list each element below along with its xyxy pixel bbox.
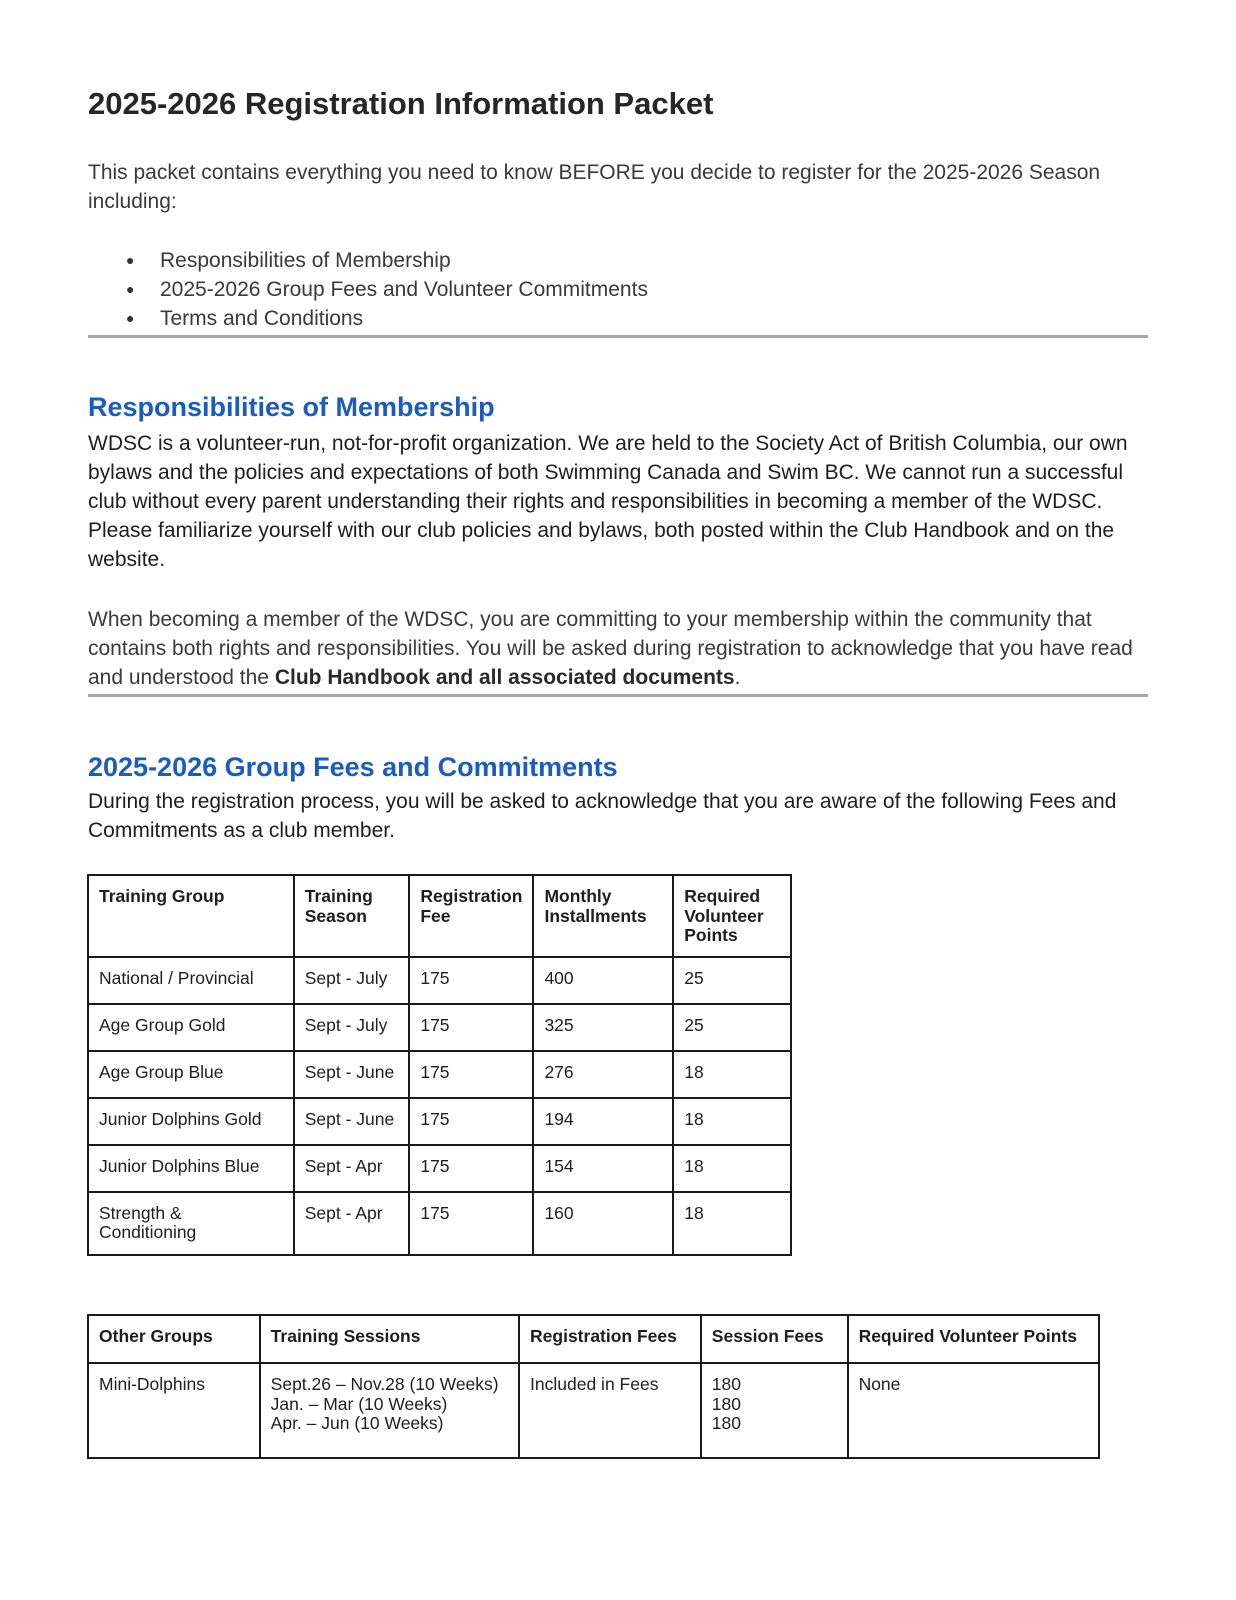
table-row	[88, 1004, 791, 1051]
sessions-cell	[260, 1363, 519, 1458]
session-fee-line: 180	[711, 1374, 741, 1394]
column-header: Other Groups	[88, 1315, 260, 1363]
table-cell: 175	[409, 1145, 533, 1192]
table-cell: 175	[409, 1098, 533, 1145]
other-groups-table	[87, 1314, 1100, 1459]
session-line: Apr. – Jun (10 Weeks)	[270, 1413, 444, 1433]
list-item-text: Responsibilities of Membership	[160, 249, 451, 272]
table-row	[88, 1192, 791, 1255]
contents-list	[88, 246, 1148, 333]
table-cell: 18	[673, 1051, 791, 1098]
table-cell: 160	[533, 1192, 673, 1255]
table-cell: Mini-Dolphins	[88, 1363, 260, 1458]
table-row	[88, 1098, 791, 1145]
table-cell: 25	[673, 957, 791, 1004]
table-cell: Sept - July	[294, 957, 410, 1004]
table-cell: Junior Dolphins Blue	[88, 1145, 294, 1192]
table-cell: 18	[673, 1145, 791, 1192]
fees-paragraph: During the registration process, you will be asked to acknowledge that you are aware of the following Fees and Commitments as a club member.	[88, 790, 1117, 842]
table-cell: Sept - June	[294, 1098, 410, 1145]
column-header: Training Season	[294, 875, 410, 957]
list-item	[88, 304, 1148, 333]
table-cell: 154	[533, 1145, 673, 1192]
table-cell: 325	[533, 1004, 673, 1051]
session-fee-line: 180	[711, 1413, 741, 1433]
bullet-icon: ●	[126, 252, 135, 268]
column-header: Monthly Installments	[533, 875, 673, 957]
table-cell: National / Provincial	[88, 957, 294, 1004]
table-cell: 18	[673, 1098, 791, 1145]
divider	[88, 335, 1148, 338]
table-cell: 175	[409, 957, 533, 1004]
responsibilities-paragraph: WDSC is a volunteer-run, not-for-profit organization. We are held to the Society Act of British Columbia, our own bylaws and the policies and expectations of both Swimming Canada and Swim BC. We cannot run a successful club without every parent understanding their rights and responsibilities in becoming a member of the WDSC. Please familiarize yourself with our club policies and bylaws, both posted within the Club Handbook and on the website.	[88, 432, 1128, 571]
membership-paragraph-text: When becoming a member of the WDSC, you are committing to your membership within the community that contains both rights and responsibilities. You will be asked during registration to acknowledge that you have read and understood the	[88, 608, 1133, 689]
page-title: 2025-2026 Registration Information Packet	[88, 86, 714, 121]
list-item-text: 2025-2026 Group Fees and Volunteer Commitments	[160, 278, 648, 301]
membership-paragraph-end: .	[734, 666, 741, 689]
column-header: Required Volunteer Points	[848, 1315, 1099, 1363]
table-cell: Sept - Apr	[294, 1145, 410, 1192]
table-header-row	[88, 875, 791, 957]
column-header: Training Group	[88, 875, 294, 957]
handbook-emphasis: Club Handbook and all associated documents	[274, 666, 735, 689]
table-row	[88, 957, 791, 1004]
session-line: Sept.26 – Nov.28 (10 Weeks)	[270, 1374, 499, 1394]
table-cell: 400	[533, 957, 673, 1004]
table-cell: None	[848, 1363, 1099, 1458]
column-header: Training Sessions	[260, 1315, 519, 1363]
list-item	[88, 275, 1148, 304]
bullet-icon: ●	[126, 281, 135, 297]
group-fees-table	[87, 874, 792, 1256]
bullet-icon: ●	[126, 310, 135, 326]
table-cell: 25	[673, 1004, 791, 1051]
session-line: Jan. – Mar (10 Weeks)	[270, 1393, 448, 1414]
table-row	[88, 1051, 791, 1098]
table-cell: 175	[409, 1051, 533, 1098]
table-cell: Sept - July	[294, 1004, 410, 1051]
table-header-row	[88, 1315, 1099, 1363]
table-row	[88, 1145, 791, 1192]
section-heading-responsibilities: Responsibilities of Membership	[88, 392, 495, 422]
table-cell: 175	[409, 1192, 533, 1255]
list-item	[88, 246, 1148, 275]
column-header: Registration Fee	[409, 875, 533, 957]
table-cell: Sept - June	[294, 1051, 410, 1098]
column-header: Session Fees	[701, 1315, 848, 1363]
divider	[88, 694, 1148, 697]
list-item-text: Terms and Conditions	[160, 307, 364, 330]
table-cell: Strength & Conditioning	[88, 1192, 294, 1255]
table-cell: 194	[533, 1098, 673, 1145]
membership-paragraph	[88, 605, 1153, 692]
table-row	[88, 1363, 1099, 1458]
table-cell: Included in Fees	[519, 1363, 701, 1458]
table-cell: 276	[533, 1051, 673, 1098]
table-cell: Age Group Gold	[88, 1004, 294, 1051]
table-cell: Sept - Apr	[294, 1192, 410, 1255]
intro-paragraph: This packet contains everything you need to know BEFORE you decide to register for the 2025-2026 Season including:	[88, 161, 1101, 213]
session-fees-cell	[701, 1363, 848, 1458]
table-cell: 18	[673, 1192, 791, 1255]
session-fee-line: 180	[711, 1393, 741, 1414]
section-heading-fees: 2025-2026 Group Fees and Commitments	[88, 752, 618, 782]
table-cell: 175	[409, 1004, 533, 1051]
column-header: Required Volunteer Points	[673, 875, 791, 957]
table-cell: Age Group Blue	[88, 1051, 294, 1098]
table-cell: Junior Dolphins Gold	[88, 1098, 294, 1145]
column-header: Registration Fees	[519, 1315, 701, 1363]
